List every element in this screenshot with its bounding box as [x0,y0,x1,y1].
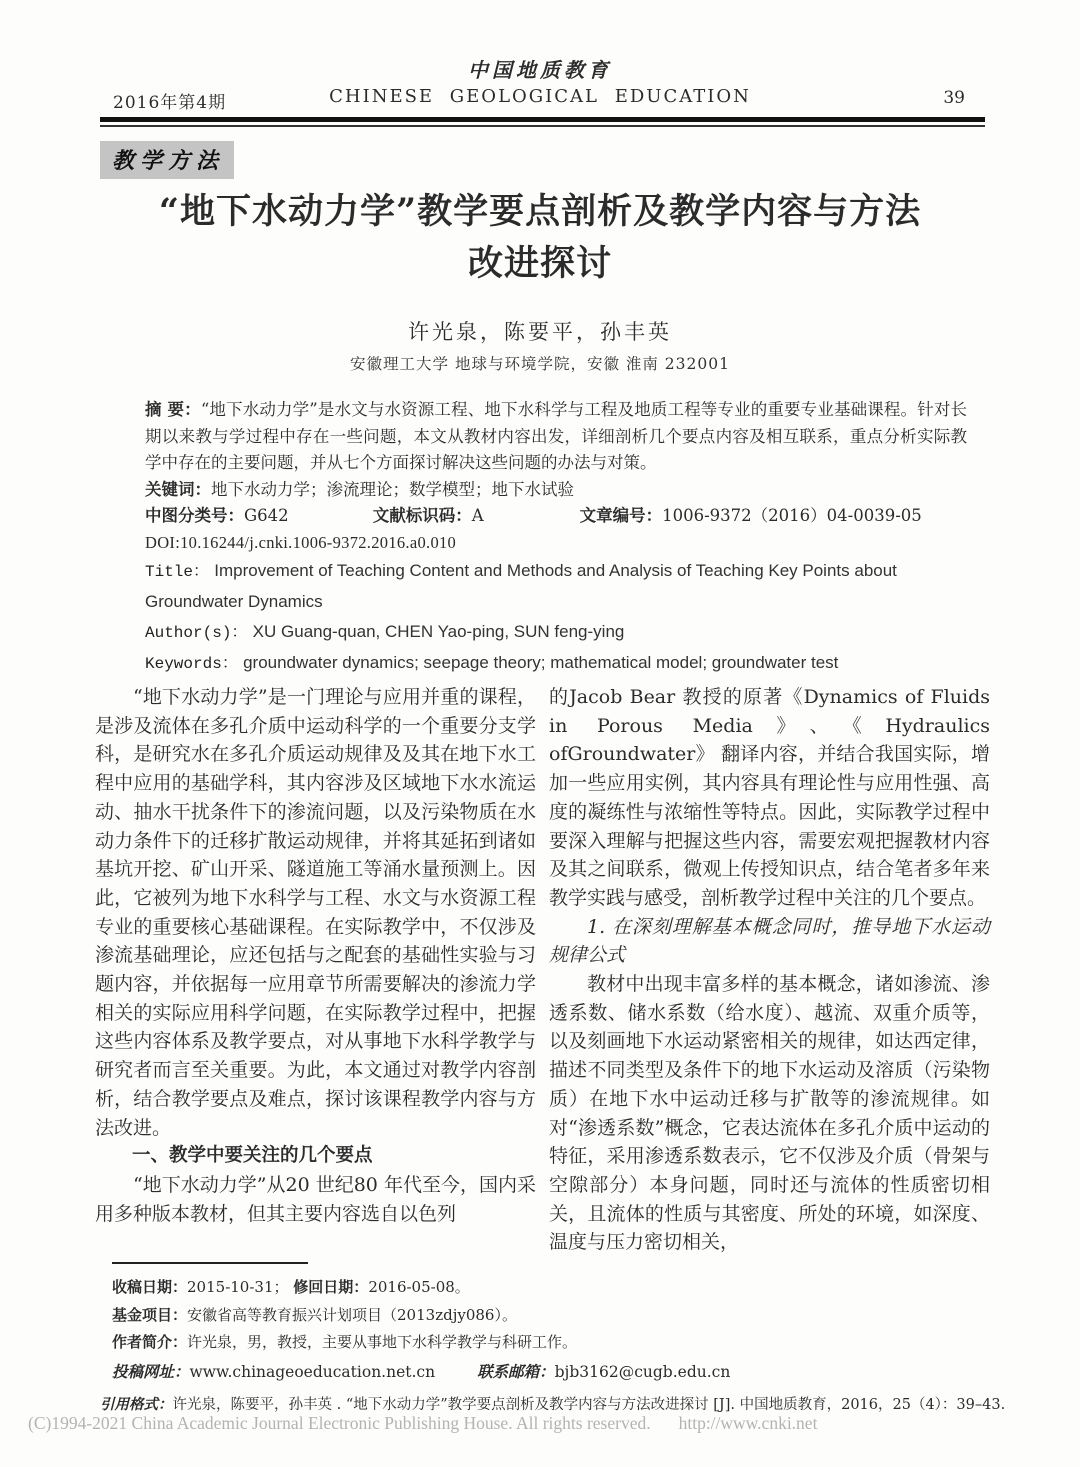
clc-number: 中图分类号：G642 [145,506,289,525]
header-divider-thick [100,117,985,122]
footnote-divider [112,1262,308,1264]
submit-url: www.chinageoeducation.net.cn [189,1363,436,1381]
left-column [95,683,536,1257]
left-paragraph-1: “地下水动力学”是一门理论与应用并重的课程，是涉及流体在多孔介质中运动科学的一个重要分支学科，是研究水在多孔介质运动规律及及其在地下水工程中应用的基础学科，其内容涉及区域地下水水流运动、抽水干扰条件下的渗流问题，以及污染物质在水动力条件下的迁移扩散运动规律，并将其延拓到诸如基坑开挖、矿山开采、隧道施工等涌水量预测上。因此，它被列为地下水科学与工程、水文与水资源工程专业的重要核心基础课程。在实际教学中，不仅涉及渗流基础理论，应还包括与之配套的基础性实验与习题内容，并依据每一应用章节所需要解决的渗流力学相关的实际应用科学问题，在实际教学过程中，把握这些内容体系及教学要点，对从事地下水科学教学与研究者而言至关重要。为此，本文通过对教学内容剖析，结合教学要点及难点，探讨该课程教学内容与方法改进。 [95,686,536,1139]
right-paragraph-2: 教材中出现丰富多样的基本概念，诸如渗流、渗透系数、储水系数（给水度）、越流、双重介质等，以及刻画地下水运动紧密相关的规律，如达西定律，描述不同类型及条件下的地下水运动及溶质（污染物质）在地下水中运动迁移与扩散等的渗流规律。如对“渗透系数”概念，它表达流体在多孔介质中运动的特征，采用渗透系数表示，它不仅涉及介质（骨架与空隙部分）本身问题，同时还与流体的性质密切相关，且流体的性质与其密度、所处的环境，如深度、温度与压力密切相关， [549,973,990,1254]
article-title-line1: “地下水动力学”教学要点剖析及教学内容与方法 [158,191,922,232]
keywords-en-text: groundwater dynamics; seepage theory; mathematical model; groundwater test [243,653,839,672]
copyright-text: (C)1994-2021 China Academic Journal Electronic Publishing House. All rights reserved. [28,1413,651,1433]
journal-masthead [0,54,1080,107]
article-title [0,186,1080,290]
authors-en-text: XU Guang-quan, CHEN Yao-ping, SUN feng-ying [252,622,625,641]
section-badge: 教学方法 [100,141,234,179]
keywords-cn [145,477,967,504]
keywords-en-label: Keywords： [145,655,238,673]
article-title-line2: 改进探讨 [467,243,612,284]
title-en-text: Improvement of Teaching Content and Methods and Analysis of Teaching Key Points about Groundwater Dynamics [145,561,897,611]
citation-label: 引用格式： [100,1396,173,1413]
citation-text: 许光泉，陈要平，孙丰英 . “地下水动力学”教学要点剖析及教学内容与方法改进探讨 [J]. 中国地质教育，2016，25（4）：39–43. [172,1397,1006,1413]
title-en [145,556,967,617]
footnote-block [112,1274,992,1357]
abstract-text: “地下水动力学”是水文与水资源工程、地下水科学与工程及地质工程等专业的重要专业基础课程。针对长期以来教与学过程中存在一些问题，本文从教材内容出发，详细剖析几个要点内容及相互联系，重点分析实际教学中存在的主要问题，并从七个方面探讨解决这些问题的办法与对策。 [145,400,967,472]
issue-label: 2016年第4期 [113,93,227,113]
contact-email: bjb3162@cugb.edu.cn [554,1363,731,1381]
subsection-heading-1: 1. 在深刻理解基本概念同时，推导地下水运动规律公式 [549,915,990,967]
citation-line [100,1393,1030,1414]
section-heading-1: 一、教学中要关注的几个要点 [132,1145,373,1167]
authors-en-label: Author(s)： [145,624,248,642]
keywords-en [145,648,967,679]
contact-email-label: 联系邮箱： [477,1362,555,1381]
article-id: 文章编号：1006-9372（2016）04-0039-05 [579,506,922,525]
affiliation: 安徽理工大学 地球与环境学院，安徽 淮南 232001 [350,355,730,373]
keywords-label: 关键词： [145,479,211,499]
dates-line: 收稿日期：2015-10-31； 修回日期：2016-05-08。 [112,1278,470,1296]
journal-name-cn: 中国地质教育 [468,58,612,82]
right-column [549,683,990,1257]
abstract [145,397,967,477]
author-bio-line: 作者简介：许光泉，男，教授，主要从事地下水科学教学与科研工作。 [112,1333,578,1351]
authors-en [145,617,967,648]
page-number: 39 [943,88,965,108]
header-divider [100,117,985,127]
fund-line: 基金项目：安徽省高等教育振兴计划项目（2013zdjy086）。 [112,1305,517,1324]
submit-url-label: 投稿网址： [112,1362,190,1381]
header-divider-thin [100,125,985,127]
journal-name-en: CHINESE GEOLOGICAL EDUCATION [329,86,751,107]
cnki-url: http://www.cnki.net [678,1413,818,1433]
title-en-label: Title： [145,563,210,581]
copyright-footer [28,1413,1058,1434]
right-paragraph-1: 的Jacob Bear 教授的原著《Dynamics of Fluids in Porous Media》、《Hydraulics ofGroundwater》 翻译内容，并结合我国实际，增加一些应用实例，其内容具有理论性与应用性强、高度的凝练性与浓缩性等特点。因此，实际教学过程中要深入理解与把握这些内容，需要宏观把握教材内容及其之间联系，微观上传授知识点，结合笔者多年来教学实践与感受，剖析教学过程中关注的几个要点。 [549,686,990,909]
abstract-label: 摘 要： [145,400,201,419]
meta-block [145,397,967,679]
doi: DOI:10.16244/j.cnki.1006-9372.2016.a0.010 [145,532,457,552]
authors-cn: 许光泉，陈要平，孙丰英 [408,320,672,344]
classification-row [145,503,967,530]
keywords-text: 地下水动力学；渗流理论；数学模型；地下水试验 [211,479,574,499]
submission-line [112,1360,992,1382]
left-paragraph-2: “地下水动力学”从20 世纪80 年代至今，国内采用多种版本教材，但其主要内容选自以色列 [95,1173,536,1225]
document-code: 文献标识码：A [372,506,484,525]
article-body [95,683,990,1257]
